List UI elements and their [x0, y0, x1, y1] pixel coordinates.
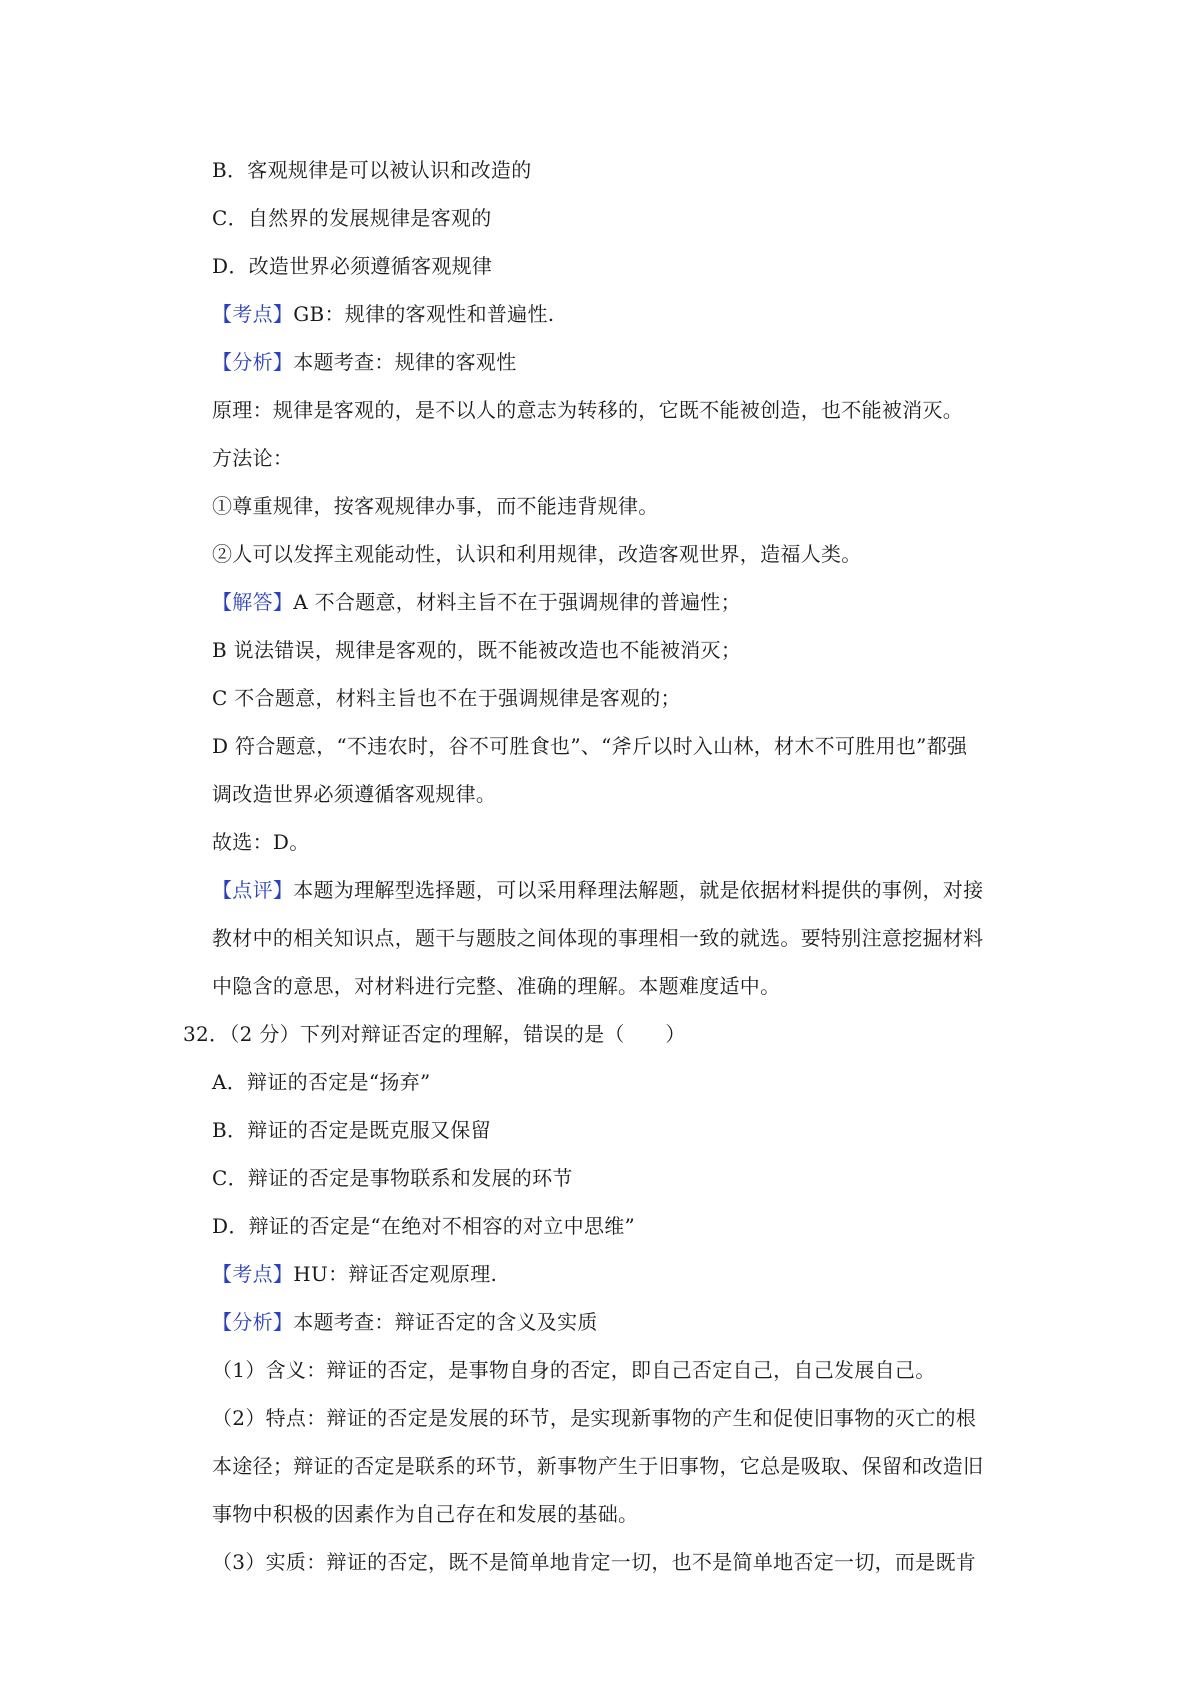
q31-dianping-3: 中隐含的意思，对材料进行完整、准确的理解。本题难度适中。: [212, 974, 781, 998]
dianping-text: 本题为理解型选择题，可以采用释理法解题，就是依据材料提供的事例，对接: [293, 878, 984, 902]
fenxi-label: 【分析】: [212, 350, 294, 374]
q32-point-2a: （2）特点：辩证的否定是发展的环节，是实现新事物的产生和促使旧事物的灭亡的根: [212, 1406, 977, 1430]
q31-guxuan: 故选：D。: [212, 830, 310, 854]
q31-method-2: ②人可以发挥主观能动性，认识和利用规律，改造客观世界，造福人类。: [212, 542, 862, 566]
jieda-text: A 不合题意，材料主旨不在于强调规律的普遍性；: [293, 590, 741, 614]
q32-option-b: B．辩证的否定是既克服又保留: [212, 1118, 491, 1142]
jieda-label: 【解答】: [212, 590, 294, 614]
q32-kaodian: [212, 1260, 497, 1288]
q32-stem: 32．（2 分）下列对辩证否定的理解，错误的是（ ）: [183, 1022, 686, 1046]
q31-method-1: ①尊重规律，按客观规律办事，而不能违背规律。: [212, 494, 659, 518]
q31-kaodian: [212, 300, 554, 328]
q31-jieda: [212, 588, 741, 616]
q31-jieda-b: B 说法错误，规律是客观的，既不能被改造也不能被消灭；: [212, 638, 742, 662]
q32-option-a: A．辩证的否定是“扬弃”: [212, 1070, 431, 1094]
kaodian-label: 【考点】: [212, 1262, 294, 1286]
kaodian-text: HU：辩证否定观原理.: [293, 1262, 498, 1286]
q32-option-c: C．辩证的否定是事物联系和发展的环节: [212, 1166, 573, 1190]
q31-option-c: C．自然界的发展规律是客观的: [212, 206, 492, 230]
q31-fangfalun: 方法论：: [212, 446, 294, 470]
fenxi-text: 本题考查：规律的客观性: [293, 350, 517, 374]
fenxi-text: 本题考查：辩证否定的含义及实质: [293, 1310, 598, 1334]
q31-jieda-c: C 不合题意，材料主旨也不在于强调规律是客观的；: [212, 686, 681, 710]
q32-point-2b: 本途径；辩证的否定是联系的环节，新事物产生于旧事物，它总是吸取、保留和改造旧: [212, 1454, 984, 1478]
q31-option-d: D．改造世界必须遵循客观规律: [212, 254, 493, 278]
q32-point-3: （3）实质：辩证的否定，既不是简单地肯定一切，也不是简单地否定一切，而是既肯: [212, 1550, 977, 1574]
q31-yuanli: 原理：规律是客观的，是不以人的意志为转移的，它既不能被创造，也不能被消灭。: [212, 398, 964, 422]
kaodian-label: 【考点】: [212, 302, 294, 326]
dianping-label: 【点评】: [212, 878, 294, 902]
q31-option-b: B．客观规律是可以被认识和改造的: [212, 158, 532, 182]
q32-point-1: （1）含义：辩证的否定，是事物自身的否定，即自己否定自己，自己发展自己。: [212, 1358, 936, 1382]
q31-jieda-d1: D 符合题意，“不违农时，谷不可胜食也”、“斧斤以时入山林，材木不可胜用也”都强: [212, 734, 968, 758]
q32-fenxi: [212, 1308, 598, 1336]
q31-jieda-d2: 调改造世界必须遵循客观规律。: [212, 782, 497, 806]
q31-dianping: [212, 876, 983, 904]
q31-fenxi: [212, 348, 517, 376]
q32-point-2c: 事物中积极的因素作为自己存在和发展的基础。: [212, 1502, 639, 1526]
q31-dianping-2: 教材中的相关知识点，题干与题肢之间体现的事理相一致的就选。要特别注意挖掘材料: [212, 926, 984, 950]
kaodian-text: GB：规律的客观性和普遍性.: [293, 302, 555, 326]
q32-option-d: D．辩证的否定是“在绝对不相容的对立中思维”: [212, 1214, 636, 1238]
fenxi-label: 【分析】: [212, 1310, 294, 1334]
